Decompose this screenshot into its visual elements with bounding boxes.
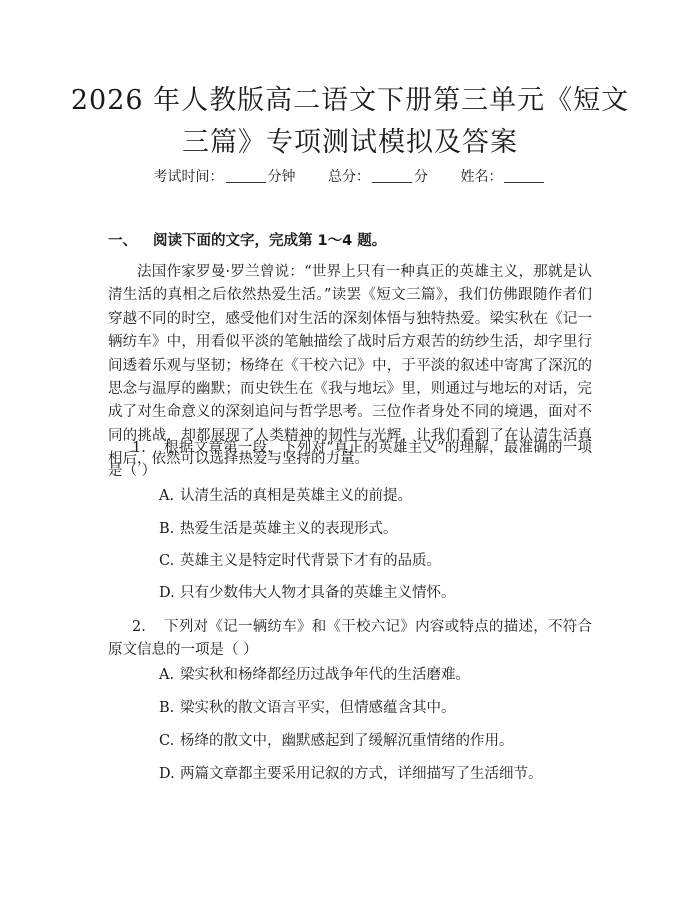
option-letter: C. — [159, 733, 175, 749]
question-2-option-b[interactable] — [159, 697, 599, 719]
section-number: 一、 — [108, 233, 137, 249]
section-heading — [108, 230, 386, 252]
option-text: 英雄主义是特定时代背景下才有的品质。 — [180, 553, 441, 569]
question-stem: 根据文章第一段，下列对“真正的英雄主义”的理解，最准确的一项是（ ） — [108, 440, 592, 479]
exam-time-field — [154, 166, 296, 188]
reading-passage: 法国作家罗曼·罗兰曾说：“世界上只有一种真正的英雄主义，那就是认清生活的真相之后依然热爱生活。”读罢《短文三篇》，我们仿佛跟随作者们穿越不同的时空，感受他们对生活的深刻体悟与独特热爱。梁实秋在《记一辆纺车》中，用看似平淡的笔触描绘了战时后方艰苦的纺纱生活，却字里行间透着乐观与坚韧；杨绛在《干校六记》中，于平淡的叙述中寄寓了深沉的思念与温厚的幽默；而史铁生在《我与地坛》里，则通过与地坛的对话，完成了对生命意义的深刻追问与哲学思考。三位作者身处不同的境遇，面对不同的挑战，却都展现了人类精神的韧性与光辉，让我们看到了在认清生活真相后，依然可以选择热爱与坚持的力量。 — [108, 264, 592, 468]
name-field — [460, 166, 546, 188]
total-score-blank[interactable] — [372, 168, 412, 183]
section-instruction: 阅读下面的文字，完成第 1～4 题。 — [153, 233, 387, 249]
total-score-unit: 分 — [414, 169, 428, 185]
option-letter: A. — [159, 488, 175, 504]
option-letter: D. — [159, 585, 175, 601]
name-blank[interactable] — [504, 168, 544, 183]
exam-time-label: 考试时间： — [153, 169, 224, 185]
page-title-line-1: 2026 年人教版高二语文下册第三单元《短文 — [70, 85, 630, 116]
option-letter: C. — [159, 553, 175, 569]
question-number: 1. — [132, 440, 146, 456]
question-1-option-a[interactable] — [159, 485, 599, 507]
exam-time-unit: 分钟 — [267, 169, 296, 185]
option-text: 两篇文章都主要采用记叙的方式，详细描写了生活细节。 — [180, 766, 543, 782]
question-1-option-c[interactable] — [159, 550, 599, 572]
exam-time-blank[interactable] — [226, 168, 266, 183]
question-1 — [108, 437, 592, 483]
option-text: 认清生活的真相是英雄主义的前提。 — [180, 488, 412, 504]
option-letter: B. — [159, 521, 175, 537]
question-1-option-b[interactable] — [159, 518, 599, 540]
exam-meta — [0, 166, 700, 188]
question-2 — [108, 616, 592, 662]
question-2-option-d[interactable] — [159, 763, 599, 785]
option-text: 梁实秋的散文语言平实，但情感蕴含其中。 — [180, 700, 456, 716]
question-stem: 下列对《记一辆纺车》和《干校六记》内容或特点的描述，不符合原文信息的一项是（ ） — [108, 619, 592, 658]
option-text: 热爱生活是英雄主义的表现形式。 — [180, 521, 398, 537]
option-text: 梁实秋和杨绛都经历过战争年代的生活磨难。 — [180, 667, 470, 683]
option-letter: D. — [159, 766, 175, 782]
page-title-line-2: 三篇》专项测试模拟及答案 — [182, 127, 518, 158]
option-text: 杨绛的散文中，幽默感起到了缓解沉重情绪的作用。 — [180, 733, 514, 749]
total-score-label: 总分： — [328, 169, 370, 185]
name-label: 姓名： — [460, 169, 503, 185]
option-letter: A. — [159, 667, 175, 683]
option-text: 只有少数伟大人物才具备的英雄主义情怀。 — [180, 585, 456, 601]
question-1-option-d[interactable] — [159, 582, 599, 604]
question-2-option-c[interactable] — [159, 730, 599, 752]
question-number: 2. — [132, 619, 146, 635]
option-letter: B. — [159, 700, 175, 716]
total-score-field — [328, 166, 428, 188]
question-2-option-a[interactable] — [159, 664, 599, 686]
